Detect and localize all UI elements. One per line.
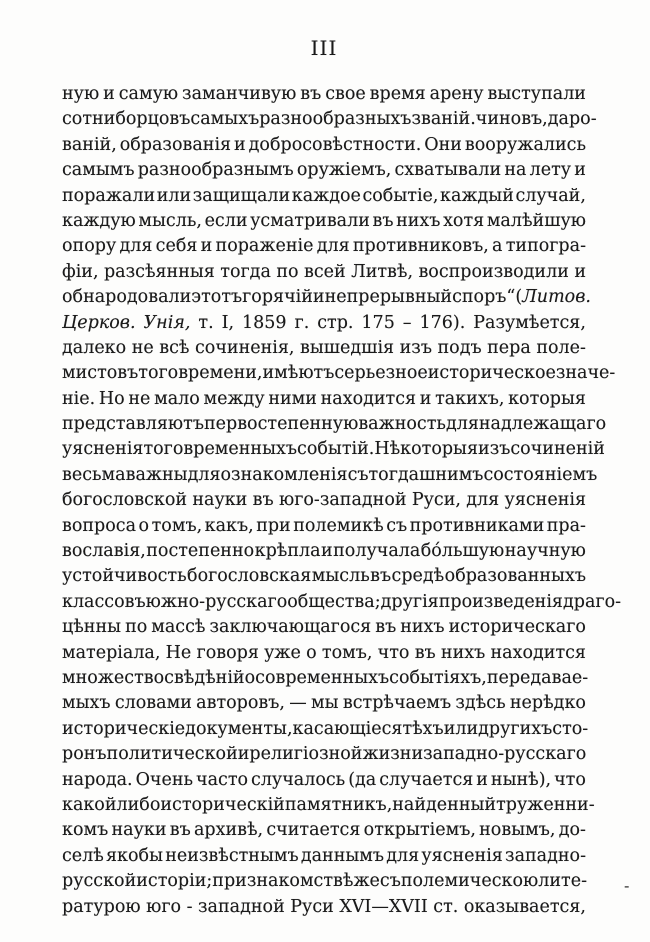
text-line: классовъ южно-русскаго общества; другія произведенія драго-: [62, 591, 622, 612]
text-line: богословской науки въ юго-западной Руси, для уясненія: [62, 490, 586, 511]
text-line: цѣнны по массѣ заключающагося въ нихъ историческаго: [62, 617, 586, 638]
text-line: мыхъ словами авторовъ, — мы встрѣчаемъ здѣсь нерѣдко: [62, 693, 586, 714]
text-line: устойчивость богословская мысль въ средѣ образованныхъ: [62, 566, 586, 587]
margin-stray-dash: -: [624, 876, 630, 895]
text-line: множество свѣдѣній о современныхъ событіяхъ, передавае-: [62, 667, 589, 688]
text-line: самымъ разнообразнымъ оружіемъ, схватывали на лету и: [62, 160, 586, 181]
text-line: сотни борцовъ самыхъ разнообразныхъ званій. чиновъ, даро-: [62, 109, 597, 130]
text-line: русской исторіи; при знакомствѣ же съ полемическою лите-: [62, 871, 587, 892]
text-line: фіи, разсѣянныя тогда по всей Литвѣ, воспроизводили и: [62, 261, 586, 282]
text-line: опору для себя и пораженіе для противниковъ, а типогра-: [62, 236, 586, 257]
text-line: вославія, постепенно крѣпла и получала бо́льшую научную: [62, 541, 586, 562]
text-line: матеріала, Не говоря уже о томъ, что въ нихъ находится: [62, 642, 586, 663]
text-line: ратурою юго - западной Руси XVI—XVII ст. оказывается,: [62, 896, 586, 917]
page-number: III: [310, 36, 338, 60]
text-line: Церков. Унія, т. I, 1859 г. стр. 175 – 176). Разумѣется,: [62, 312, 586, 333]
text-line: селѣ якобы неизвѣстнымъ даннымъ для уясненія западно-: [62, 845, 586, 866]
text-line: ваній, образованія и добросовѣстности. Они вооружались: [62, 134, 586, 155]
text-line: вопроса о томъ, какъ, при полемикѣ съ противниками пра-: [62, 515, 586, 536]
text-line: ніе. Но не мало между ними находится и такихъ, которыя: [62, 388, 586, 409]
text-line: мистовъ того времени, имѣютъ серьезное историческое значе-: [62, 363, 616, 384]
text-line: весьма важны для ознакомленія съ тогдашнимъ состояніемъ: [62, 464, 598, 485]
text-line: народа. Очень часто случалось (да случается и нынѣ), что: [62, 769, 586, 790]
text-line: представляютъ первостепенную важность для надлежащаго: [62, 414, 607, 435]
text-line: уясненія тоговременныхъ событій. Нѣкоторыя изъ сочиненій: [62, 439, 605, 460]
text-line: далеко не всѣ сочиненія, вышедшія изъ подъ пера поле-: [62, 337, 586, 358]
text-line: комъ науки въ архивѣ, считается открытіемъ, новымъ, до-: [62, 820, 586, 841]
paragraph-text: [62, 84, 622, 922]
text-line: обнародовали этотъ горячій и непрерывный споръ“ (Литов.: [62, 287, 591, 308]
text-line: ную и самую заманчивую въ свое время арену выступали: [62, 84, 586, 104]
text-line: какой либо историческій памятникъ, найденный труженни-: [62, 794, 595, 815]
text-line: каждую мысль, если усматривали въ нихъ хотя малѣйшую: [62, 210, 586, 231]
text-line: ронъ политической и религіозной жизни западно - русскаго: [62, 744, 587, 765]
text-line: историческіе документы, касающіеся тѣхъ или другихъ сто-: [62, 718, 589, 739]
text-line: поражали или защищали каждое событіе, каждый случай,: [62, 185, 586, 206]
